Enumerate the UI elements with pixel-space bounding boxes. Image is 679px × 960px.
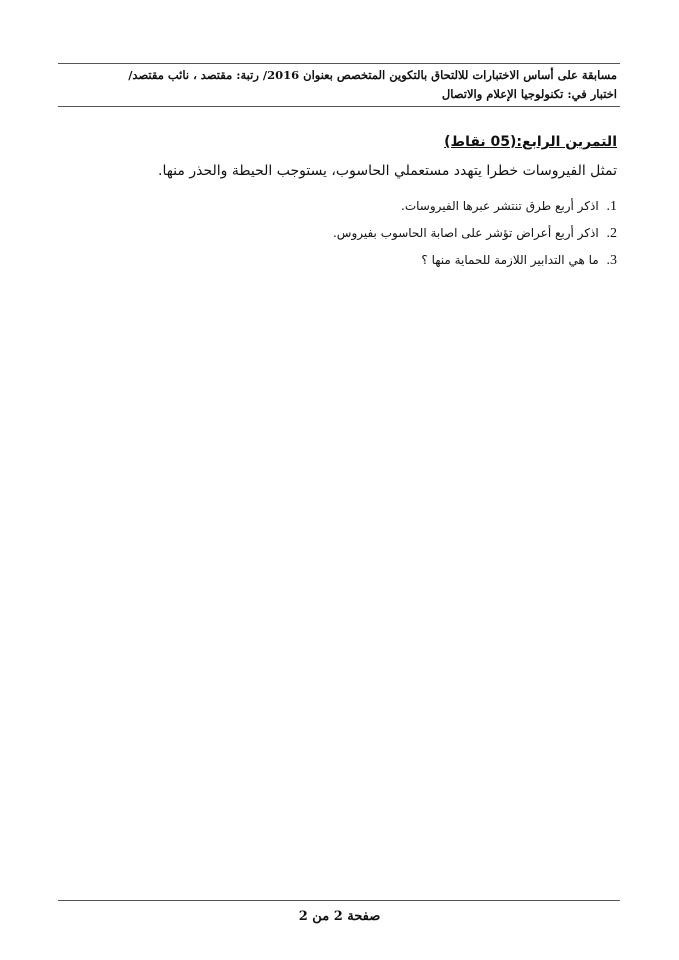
question-item (333, 196, 617, 223)
exercise-intro: تمثل الفيروسات خطرا يتهدد مستعملي الحاسوب، يستوجب الحيطة والحذر منها. (158, 163, 617, 179)
question-text: اذكر أربع أعراض تؤشر على اصابة الحاسوب بفيروس. (332, 226, 599, 240)
exercise-title: التمرين الرابع:(05 نقاط) (444, 134, 617, 150)
question-text: اذكر أربع طرق تنتشر عبرها الفيروسات. (401, 199, 599, 213)
header-top-rule (58, 63, 620, 64)
header-competition-line: مسابقة على أساس الاختبارات للالتحاق بالتكوين المتخصص بعنوان 2016/ رتبة: مقتصد ، نائب مقتصد/ (128, 68, 617, 82)
header-bottom-rule (58, 106, 620, 107)
question-number: 3. (606, 253, 617, 268)
header-subject-line: اختبار في: تكنولوجيا الإعلام والاتصال (441, 87, 617, 101)
question-list (333, 196, 617, 277)
footer-rule (58, 900, 620, 901)
question-text: ما هي التدابير اللازمة للحماية منها ؟ (421, 253, 599, 267)
question-item (333, 250, 617, 277)
question-number: 1. (606, 199, 617, 214)
page-number: صفحة 2 من 2 (298, 909, 381, 924)
question-item (333, 223, 617, 250)
question-number: 2. (606, 226, 617, 241)
